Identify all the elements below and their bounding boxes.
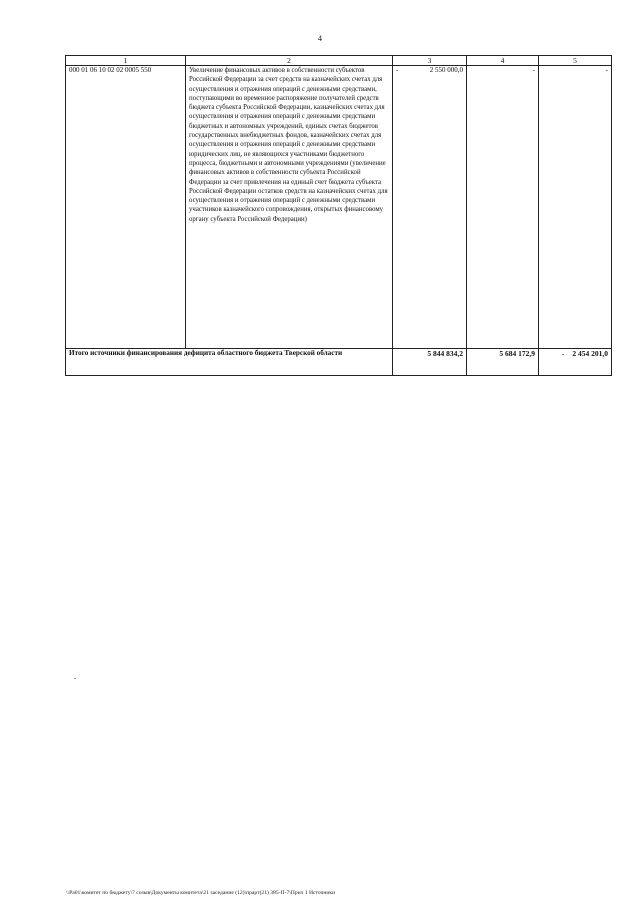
- row-col3-sign: -: [396, 66, 399, 74]
- table-row: [66, 66, 612, 349]
- total-row: [66, 349, 612, 376]
- total-col5-cell: [539, 349, 612, 376]
- row-col4-value: -: [467, 66, 539, 349]
- row-col3-value: 2 550 000,0: [429, 66, 463, 74]
- row-col5-value: -: [539, 66, 612, 349]
- page-number: 4: [318, 34, 322, 43]
- column-header-3: 3: [393, 56, 467, 66]
- column-header-2: 2: [186, 56, 393, 66]
- total-col5-value: 2 454 201,0: [572, 349, 608, 358]
- column-header-4: 4: [467, 56, 539, 66]
- column-header-1: 1: [66, 56, 186, 66]
- table-header-row: [66, 56, 612, 66]
- column-header-5: 5: [539, 56, 612, 66]
- total-col5-sign: -: [561, 349, 565, 358]
- total-col3-value: 5 844 834,2: [393, 349, 467, 376]
- total-col4-value: 5 684 172,9: [467, 349, 539, 376]
- row-description: Увеличение финансовых активов в собственности субъектов Российской Федерации за счет средств на казначейских счетах для осуществления и отражения операций с денежными средствами, поступающими во временное распоряжение получателей средств бюджета субъекта Российской Федерации, казначейских счетах для осуществления и отражения операций с денежными средствами бюджетных и автономных учреждений, единых счетах бюджетов государственных внебюджетных фондов, казначейских счетах для осуществления и отражения операций с денежными средствами юридических лиц, не являющихся участниками бюджетного процесса, бюджетными и автономными учреждениями (увеличение финансовых активов в собственности субъекта Российской Федерации за счет привлечения на единый счет бюджета субъекта Российской Федерации остатков средств на казначейских счетах для осуществления и отражения операций с денежными средствами участников казначейского сопровождения, открытых финансовому органу субъекта Российской Федерации): [186, 66, 393, 349]
- sources-table: [65, 55, 612, 376]
- total-label: Итого источники финансирования дефицита областного бюджета Тверской области: [66, 349, 393, 376]
- row-col3-cell: [393, 66, 467, 349]
- budget-code: 000 01 06 10 02 02 0005 550: [66, 66, 186, 349]
- scan-mark: [74, 678, 76, 679]
- footer-file-path: \\Pa01\комитет по бюджету\7 созыв\Документы комитета\21 заседание (12)\прарт(21) 385-П-7\Прил 1 Источники: [66, 890, 336, 896]
